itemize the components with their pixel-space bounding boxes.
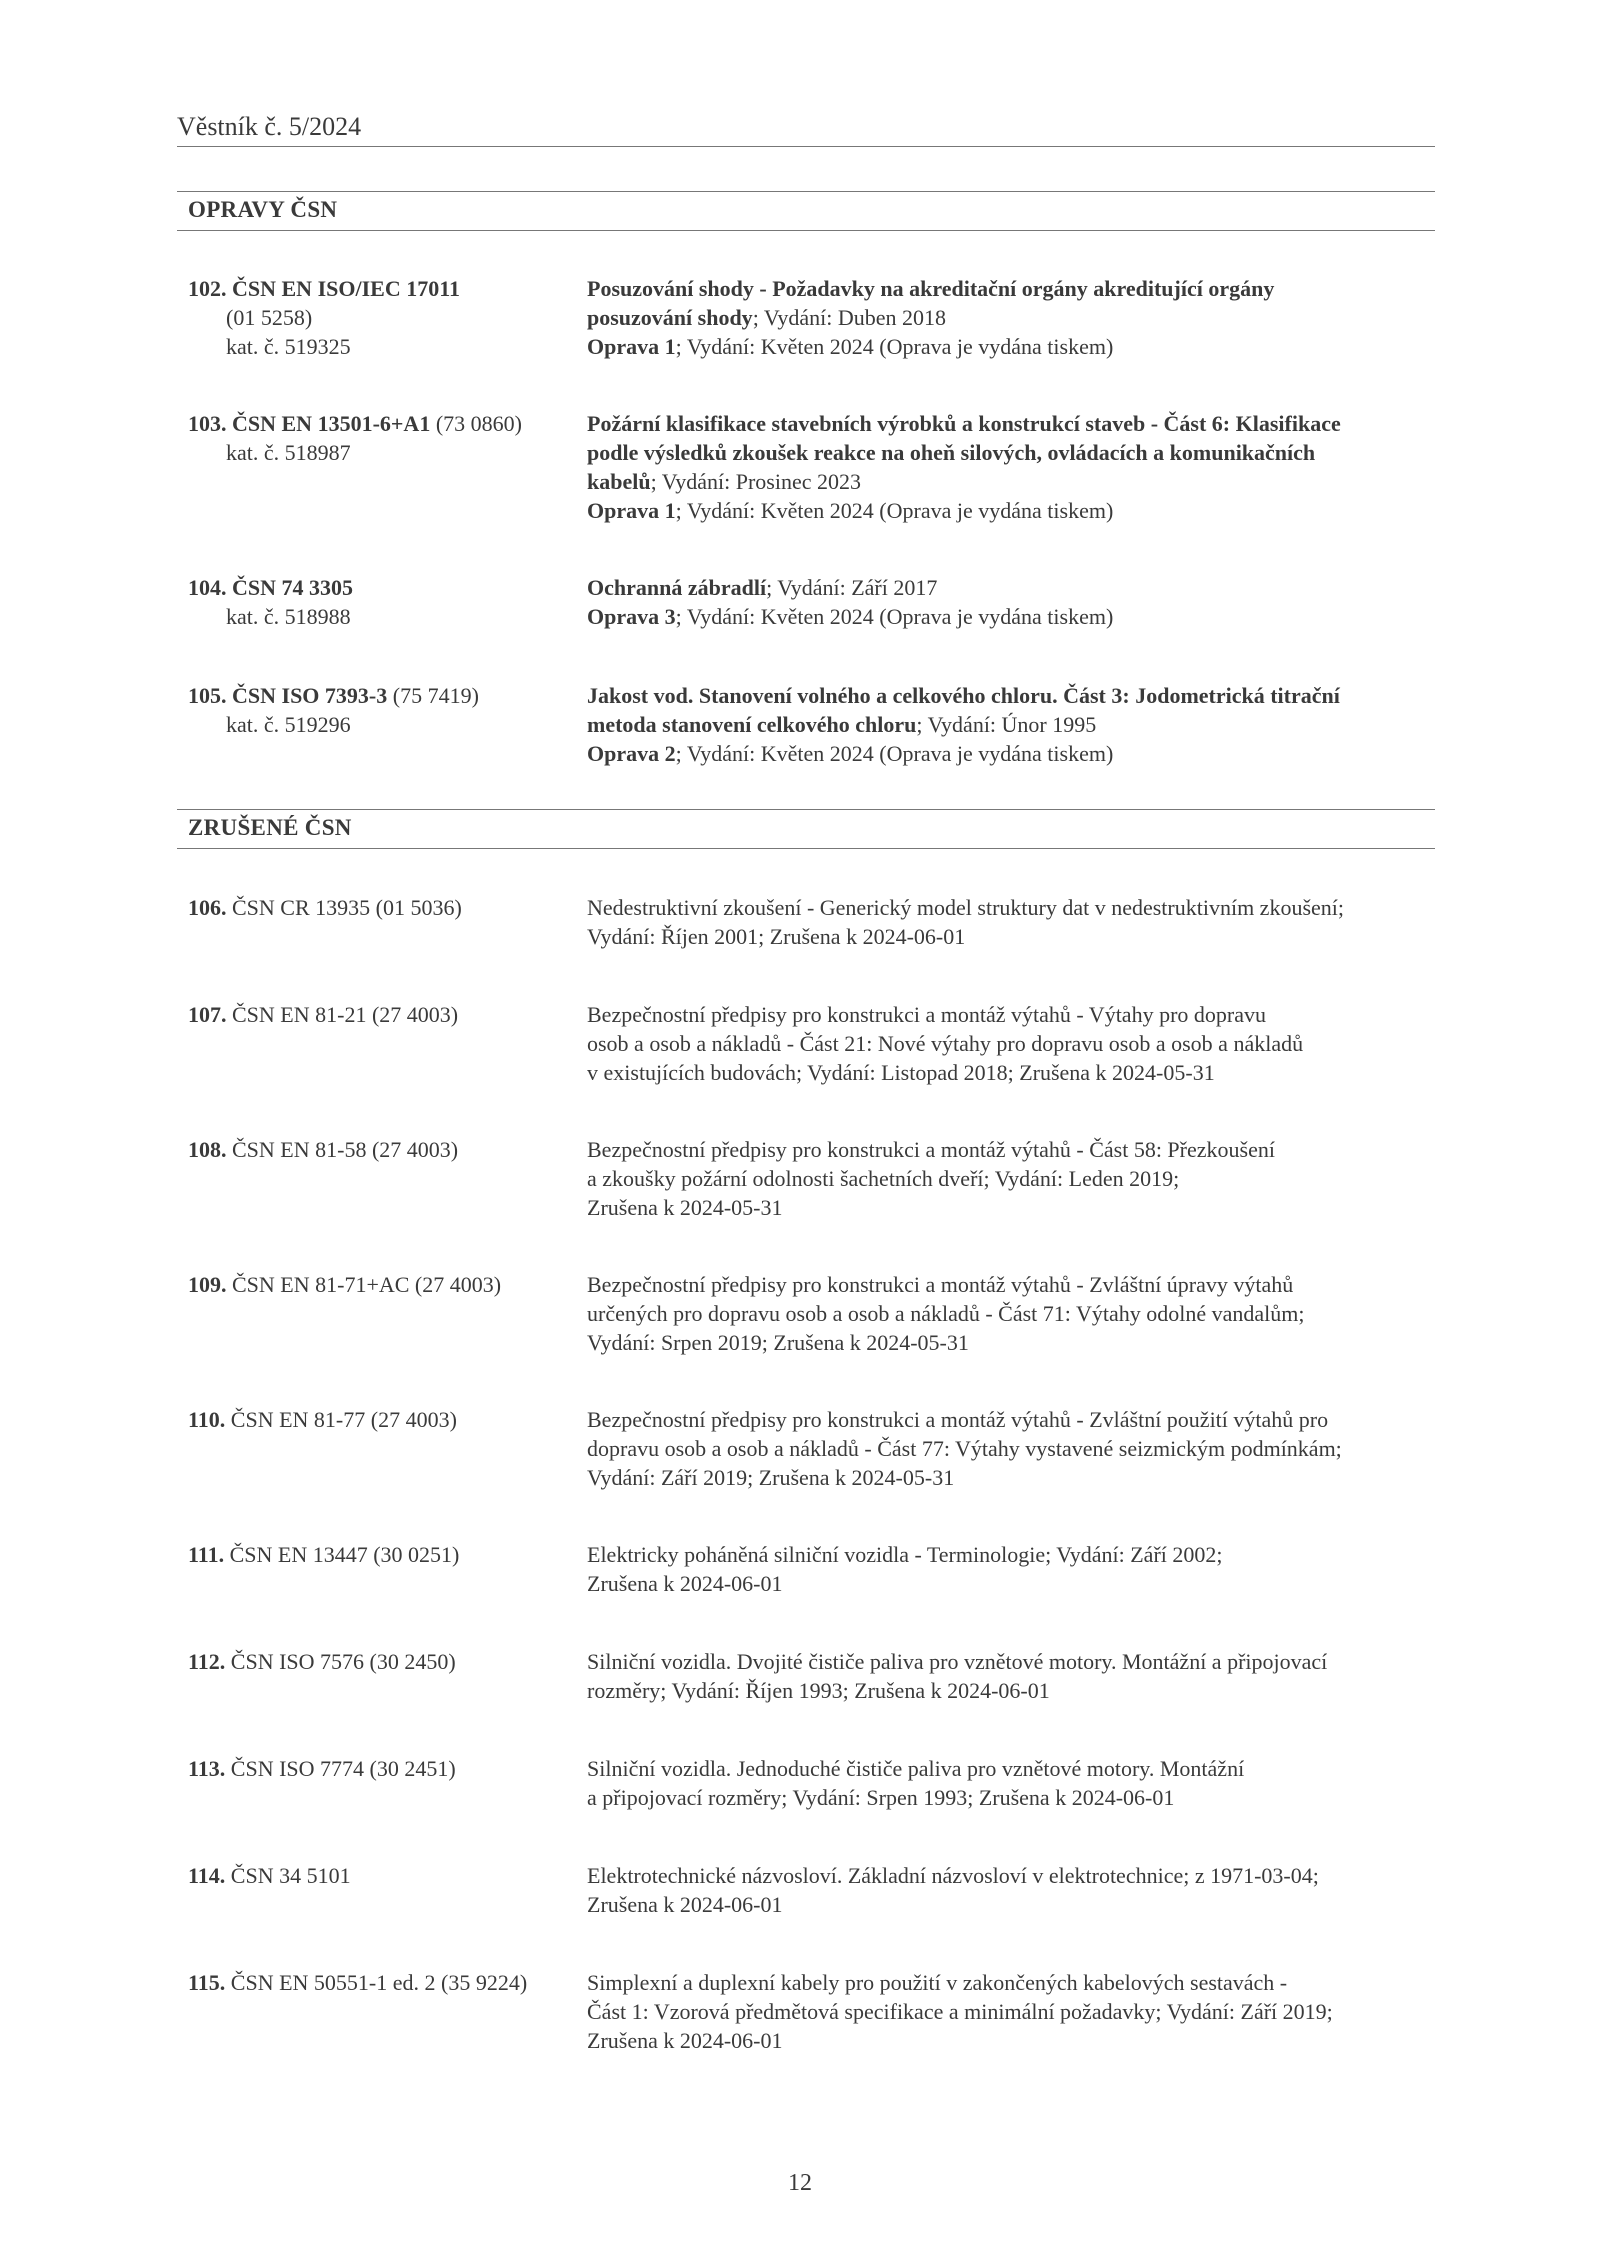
correction-label: Oprava 1 bbox=[587, 334, 676, 359]
standard-identifier bbox=[188, 1405, 578, 1434]
standard-code: ČSN ISO 7393-3 bbox=[232, 683, 388, 708]
description-line: Zrušena k 2024-06-01 bbox=[587, 1892, 783, 1917]
entry-number: 113. bbox=[188, 1756, 226, 1781]
description-line: Vydání: Září 2019; Zrušena k 2024-05-31 bbox=[587, 1465, 955, 1490]
standard-identifier bbox=[188, 1135, 578, 1164]
description-line: rozměry; Vydání: Říjen 1993; Zrušena k 2024-06-01 bbox=[587, 1678, 1050, 1703]
entry-number: 112. bbox=[188, 1649, 226, 1674]
standard-description bbox=[587, 1647, 1435, 1705]
entry-number: 115. bbox=[188, 1970, 226, 1995]
entry-number: 110. bbox=[188, 1407, 226, 1432]
standard-description bbox=[587, 1861, 1435, 1919]
entry-number: 114. bbox=[188, 1863, 226, 1888]
description-line: osob a osob a nákladů - Část 21: Nové výtahy pro dopravu osob a osob a nákladů bbox=[587, 1031, 1304, 1056]
classification-code: (01 5258) bbox=[226, 305, 313, 330]
description-line: Silniční vozidla. Dvojité čističe paliva pro vznětové motory. Montážní a připojovací bbox=[587, 1649, 1328, 1674]
issue-date: ; Vydání: Duben 2018 bbox=[752, 305, 946, 330]
entry-number: 106. bbox=[188, 895, 227, 920]
standard-identifier bbox=[188, 573, 578, 631]
standard-identifier bbox=[188, 1647, 578, 1676]
description-line: Zrušena k 2024-06-01 bbox=[587, 2028, 783, 2053]
standard-title: Ochranná zábradlí bbox=[587, 575, 767, 600]
standard-description bbox=[587, 893, 1435, 951]
standard-code: ČSN 74 3305 bbox=[232, 575, 354, 600]
description-line: Bezpečnostní předpisy pro konstrukci a montáž výtahů - Zvláštní úpravy výtahů bbox=[587, 1272, 1294, 1297]
description-line: Silniční vozidla. Jednoduché čističe paliva pro vznětové motory. Montážní bbox=[587, 1756, 1245, 1781]
standard-identifier bbox=[188, 681, 578, 739]
entry-number: 105. bbox=[188, 683, 227, 708]
entry-number: 103. bbox=[188, 411, 227, 436]
standard-identifier bbox=[188, 274, 578, 361]
description-line: Elektrotechnické názvosloví. Základní názvosloví v elektrotechnice; z 1971-03-04; bbox=[587, 1863, 1319, 1888]
standard-code: ČSN EN 13501-6+A1 bbox=[232, 411, 431, 436]
standard-description bbox=[587, 409, 1435, 525]
page-number: 12 bbox=[788, 2170, 812, 2196]
standard-identifier bbox=[188, 1270, 578, 1299]
standard-description bbox=[587, 1000, 1435, 1087]
correction-issue: ; Vydání: Květen 2024 (Oprava je vydána tiskem) bbox=[675, 498, 1114, 523]
issue-date: ; Vydání: Únor 1995 bbox=[916, 712, 1097, 737]
description-line: a zkoušky požární odolnosti šachetních dveří; Vydání: Leden 2019; bbox=[587, 1166, 1180, 1191]
header-rule bbox=[177, 146, 1435, 147]
correction-issue: ; Vydání: Květen 2024 (Oprava je vydána tiskem) bbox=[675, 604, 1114, 629]
correction-issue: ; Vydání: Květen 2024 (Oprava je vydána tiskem) bbox=[675, 741, 1114, 766]
standard-title: Jakost vod. Stanovení volného a celkového chloru. Část 3: Jodometrická titrační bbox=[587, 683, 1340, 708]
standard-title: posuzování shody bbox=[587, 305, 753, 330]
entry-number: 109. bbox=[188, 1272, 227, 1297]
description-line: Nedestruktivní zkoušení - Generický model struktury dat v nedestruktivním zkoušení; bbox=[587, 895, 1345, 920]
classification-code: (75 7419) bbox=[392, 683, 479, 708]
catalog-number: kat. č. 519296 bbox=[226, 712, 351, 737]
entry-number: 102. bbox=[188, 276, 227, 301]
description-line: Bezpečnostní předpisy pro konstrukci a montáž výtahů - Výtahy pro dopravu bbox=[587, 1002, 1266, 1027]
standard-identifier bbox=[188, 1540, 578, 1569]
standard-code: ČSN ISO 7576 (30 2450) bbox=[230, 1649, 456, 1674]
standard-description bbox=[587, 681, 1435, 768]
standard-code: ČSN ISO 7774 (30 2451) bbox=[230, 1756, 456, 1781]
standard-code: ČSN EN 81-77 (27 4003) bbox=[230, 1407, 457, 1432]
section-heading-withdrawn bbox=[177, 809, 1435, 849]
standard-code: ČSN CR 13935 (01 5036) bbox=[232, 895, 462, 920]
standard-code: ČSN 34 5101 bbox=[230, 1863, 351, 1888]
entry-number: 107. bbox=[188, 1002, 227, 1027]
section-title: ZRUŠENÉ ČSN bbox=[188, 815, 352, 840]
standard-code: ČSN EN 81-21 (27 4003) bbox=[232, 1002, 459, 1027]
classification-code: (73 0860) bbox=[435, 411, 522, 436]
standard-identifier bbox=[188, 893, 578, 922]
standard-identifier bbox=[188, 1000, 578, 1029]
catalog-number: kat. č. 518988 bbox=[226, 604, 351, 629]
description-line: a připojovací rozměry; Vydání: Srpen 1993; Zrušena k 2024-06-01 bbox=[587, 1785, 1175, 1810]
correction-issue: ; Vydání: Květen 2024 (Oprava je vydána tiskem) bbox=[675, 334, 1114, 359]
standard-code: ČSN EN 81-58 (27 4003) bbox=[232, 1137, 459, 1162]
standard-identifier bbox=[188, 1754, 578, 1783]
correction-label: Oprava 1 bbox=[587, 498, 676, 523]
standard-title: podle výsledků zkoušek reakce na oheň silových, ovládacích a komunikačních bbox=[587, 440, 1316, 465]
standard-description bbox=[587, 1540, 1435, 1598]
standard-code: ČSN EN 50551-1 ed. 2 (35 9224) bbox=[230, 1970, 528, 1995]
entry-number: 111. bbox=[188, 1542, 225, 1567]
entry-number: 104. bbox=[188, 575, 227, 600]
standard-code: ČSN EN ISO/IEC 17011 bbox=[232, 276, 461, 301]
description-line: Vydání: Srpen 2019; Zrušena k 2024-05-31 bbox=[587, 1330, 969, 1355]
description-line: Bezpečnostní předpisy pro konstrukci a montáž výtahů - Část 58: Přezkoušení bbox=[587, 1137, 1275, 1162]
description-line: Simplexní a duplexní kabely pro použití v zakončených kabelových sestavách - bbox=[587, 1970, 1288, 1995]
entry-number: 108. bbox=[188, 1137, 227, 1162]
standard-identifier bbox=[188, 409, 578, 467]
description-line: Elektricky poháněná silniční vozidla - Terminologie; Vydání: Září 2002; bbox=[587, 1542, 1223, 1567]
description-line: Bezpečnostní předpisy pro konstrukci a montáž výtahů - Zvláštní použití výtahů pro bbox=[587, 1407, 1329, 1432]
running-header: Věstník č. 5/2024 bbox=[177, 112, 362, 141]
description-line: určených pro dopravu osob a osob a nákladů - Část 71: Výtahy odolné vandalům; bbox=[587, 1301, 1305, 1326]
description-line: Zrušena k 2024-05-31 bbox=[587, 1195, 783, 1220]
issue-date: ; Vydání: Prosinec 2023 bbox=[650, 469, 862, 494]
standard-description bbox=[587, 573, 1435, 631]
correction-label: Oprava 2 bbox=[587, 741, 676, 766]
standard-code: ČSN EN 81-71+AC (27 4003) bbox=[232, 1272, 502, 1297]
standard-identifier bbox=[188, 1861, 578, 1890]
standard-description bbox=[587, 1968, 1435, 2055]
standard-description bbox=[587, 1270, 1435, 1357]
standard-description bbox=[587, 1754, 1435, 1812]
description-line: v existujících budovách; Vydání: Listopad 2018; Zrušena k 2024-05-31 bbox=[587, 1060, 1215, 1085]
standard-description bbox=[587, 274, 1435, 361]
standard-title: kabelů bbox=[587, 469, 651, 494]
standard-title: metoda stanovení celkového chloru bbox=[587, 712, 917, 737]
standard-description bbox=[587, 1405, 1435, 1492]
description-line: Část 1: Vzorová předmětová specifikace a minimální požadavky; Vydání: Září 2019; bbox=[587, 1999, 1333, 2024]
description-line: Vydání: Říjen 2001; Zrušena k 2024-06-01 bbox=[587, 924, 966, 949]
description-line: Zrušena k 2024-06-01 bbox=[587, 1571, 783, 1596]
issue-date: ; Vydání: Září 2017 bbox=[766, 575, 938, 600]
standard-code: ČSN EN 13447 (30 0251) bbox=[229, 1542, 460, 1567]
catalog-number: kat. č. 518987 bbox=[226, 440, 351, 465]
standard-title: Požární klasifikace stavebních výrobků a konstrukcí staveb - Část 6: Klasifikace bbox=[587, 411, 1341, 436]
correction-label: Oprava 3 bbox=[587, 604, 676, 629]
catalog-number: kat. č. 519325 bbox=[226, 334, 351, 359]
section-title: OPRAVY ČSN bbox=[188, 197, 338, 222]
standard-description bbox=[587, 1135, 1435, 1222]
description-line: dopravu osob a osob a nákladů - Část 77: Výtahy vystavené seizmickým podmínkám; bbox=[587, 1436, 1342, 1461]
standard-title: Posuzování shody - Požadavky na akreditační orgány akreditující orgány bbox=[587, 276, 1275, 301]
standard-identifier bbox=[188, 1968, 578, 1997]
section-heading-corrections bbox=[177, 191, 1435, 231]
